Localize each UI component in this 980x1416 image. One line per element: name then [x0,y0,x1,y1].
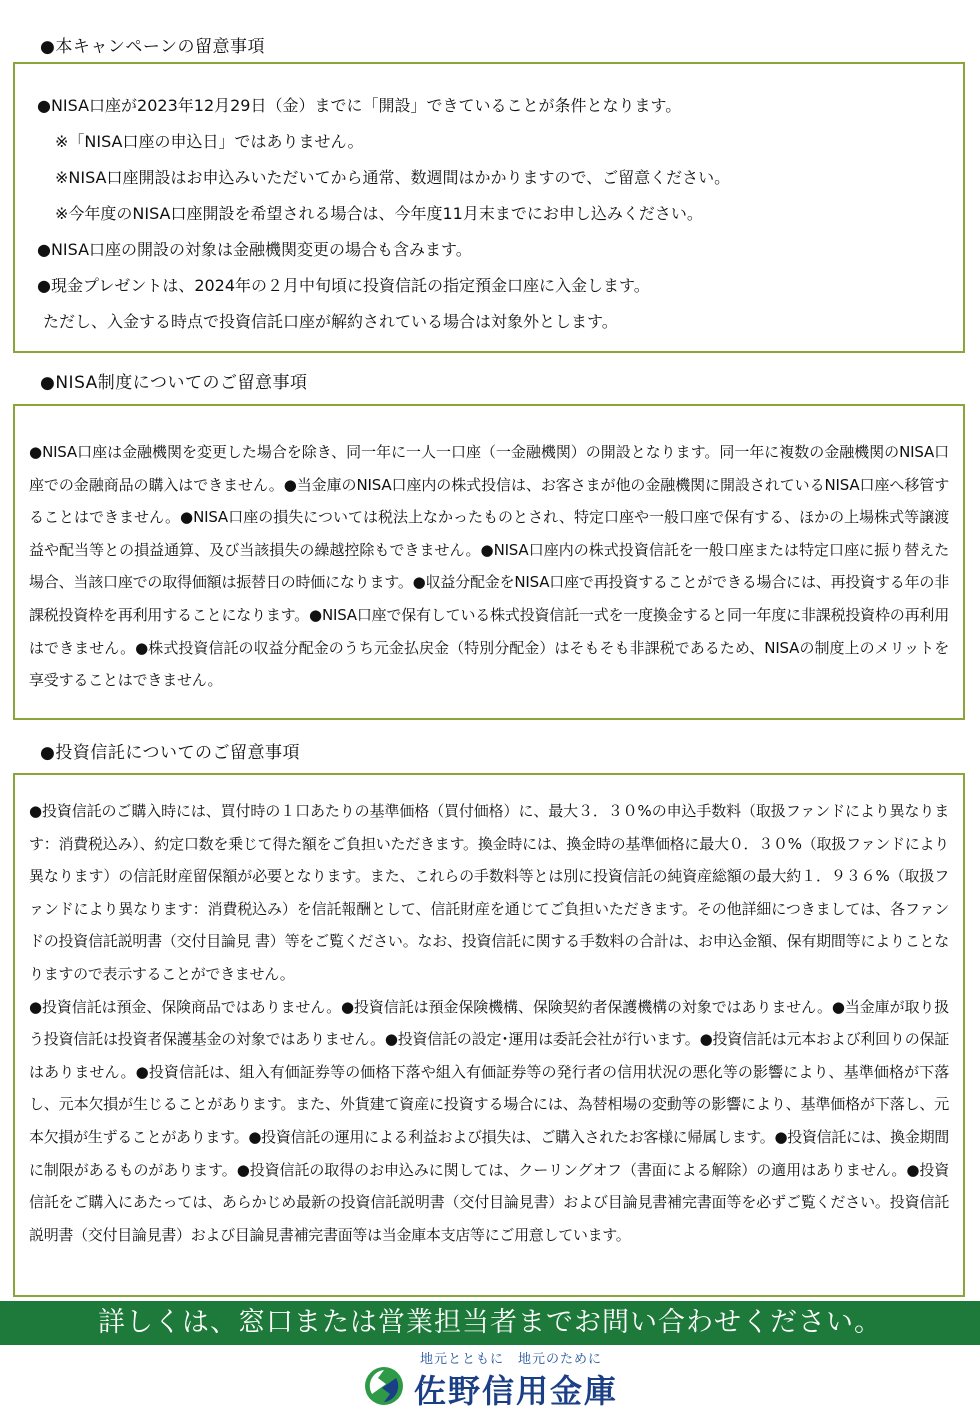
trust-notes-paragraph: ●投資信託のご購入時には、買付時の１口あたりの基準価格（買付価格）に、最大３．３０%の申込手数料（取扱ファンドにより異なります：消費税込み）、約定口数を乗じて得た額をご負担いただきます。換金時には、換金時の基準価格に最大０．３０%（取扱ファンドにより異なります）の信託財産留保額が必要となります。また、これらの手数料等とは別に投資信託の純資産総額の最大約１．９３６%（取扱ファンドにより異なります：消費税込み）を信託報酬として、信託財産を通じてご負担いただきます。その他詳細につきましては、各ファンドの投資信託説明書（交付目論見 書）等をご覧ください。なお、投資信託に関する手数料の合計は、お申込金額、保有期間等によりことなりますので表示することができません。 [29,802,949,983]
bank-logo [360,1348,640,1408]
campaign-note-line: ※今年度のNISA口座開設を希望される場合は、今年度11月末までにお申し込みください。 [55,204,703,223]
campaign-note-line: ただし、入金する時点で投資信託口座が解約されている場合は対象外とします。 [43,312,618,331]
trust-notes-paragraph: ●投資信託は預金、保険商品ではありません。●投資信託は預金保険機構、保険契約者保護機構の対象ではありません。●当金庫が取り扱う投資信託は投資者保護基金の対象ではありません。●投資信託の設定･運用は委託会社が行います。●投資信託は元本および利回りの保証はありません。●投資信託は、組入有価証券等の価格下落や組入有価証券等の発行者の信用状況の悪化等の影響により、基準価格が下落し、元本欠損が生じることがあります。また、外貨建て資産に投資する場合には、為替相場の変動等の影響により、基準価格が下落し、元本欠損が生ずることがあります。●投資信託の運用による利益および損失は、ご購入されたお客様に帰属します。●投資信託には、換金期間に制限があるものがあります。●投資信託の取得のお申込みに関しては、クーリングオフ（書面による解除）の適用はありません。●投資信託をご購入にあたっては、あらかじめ最新の投資信託説明書（交付目論見書）および目論見書補完書面等を必ずご覧ください。投資信託説明書（交付目論見書）および目論見書補完書面等は当金庫本支店等にご用意しています。 [29,997,949,1244]
trust-section-title: ●投資信託についてのご留意事項 [40,743,300,763]
bank-tagline: 地元とともに 地元のために [420,1352,603,1367]
campaign-note-line: ●現金プレゼントは、2024年の２月中旬頃に投資信託の指定預金口座に入金します。 [37,276,650,295]
bank-logo-mark-icon [364,1366,408,1406]
campaign-note-line: ●NISA口座が2023年12月29日（金）までに「開設」できていることが条件となります。 [37,96,682,115]
nisa-notes-box [13,404,965,720]
campaign-section-title: ●本キャンペーンの留意事項 [40,37,265,57]
contact-banner: 詳しくは、窓口または営業担当者までお問い合わせください。 [0,1301,980,1345]
campaign-notes-box [13,62,965,353]
trust-notes-box [13,773,965,1297]
campaign-note-line: ※NISA口座開設はお申込みいただいてから通常、数週間はかかりますので、ご留意ください。 [55,168,731,187]
nisa-notes-text: ●NISA口座は金融機関を変更した場合を除き、同一年に一人一口座（一金融機関）の開設となります。同一年に複数の金融機関のNISA口座での金融商品の購入はできません。●当金庫のNISA口座内の株式投信は、お客さまが他の金融機関に開設されているNISA口座へ移管することはできません。●NISA口座の損失については税法上なかったものとされ、特定口座や一般口座で保有する、ほかの上場株式等譲渡益や配当等との損益通算、及び当該損失の繰越控除もできません。●NISA口座内の株式投資信託を一般口座または特定口座に振り替えた場合、当該口座での取得価額は振替日の時価になります。●収益分配金をNISA口座で再投資することができる場合には、再投資する年の非課税投資枠を再利用することになります。●NISA口座で保有している株式投資信託一式を一度換金すると同一年度に非課税投資枠の再利用はできません。●株式投資信託の収益分配金のうち元金払戻金（特別分配金）はそもそも非課税であるため、NISAの制度上のメリットを享受することはできません。 [29,443,949,690]
bank-name: 佐野信用金庫 [414,1372,619,1410]
campaign-note-line: ●NISA口座の開設の対象は金融機関変更の場合も含みます。 [37,240,472,259]
campaign-note-line: ※「NISA口座の申込日」ではありません。 [55,132,364,151]
nisa-section-title: ●NISA制度についてのご留意事項 [40,373,308,393]
